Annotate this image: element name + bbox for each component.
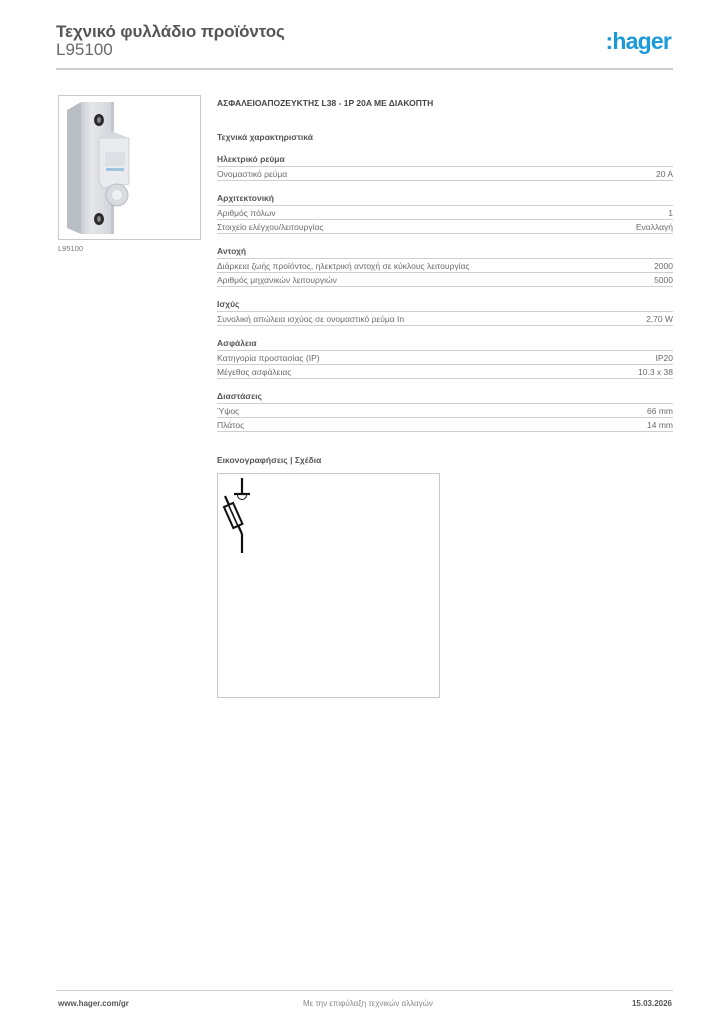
spec-group-power [217, 298, 673, 326]
spec-group-dimensions [217, 390, 673, 432]
spec-label: Πλάτος [217, 420, 245, 430]
footer-disclaimer: Με την επιφύλαξη τεχνικών αλλαγών [303, 999, 433, 1008]
spec-group-title: Ηλεκτρικό ρεύμα [217, 153, 673, 167]
spec-label: Αριθμός μηχανικών λειτουργιών [217, 275, 337, 285]
spec-group-endurance [217, 245, 673, 287]
product-image-caption: L95100 [58, 244, 84, 253]
footer-website: www.hager.com/gr [58, 999, 129, 1008]
illustrations-title: Εικονογραφήσεις | Σχέδια [217, 455, 322, 465]
spec-row [217, 404, 673, 418]
spec-row [217, 273, 673, 287]
illustration-frame [217, 473, 440, 698]
spec-value: 14 mm [647, 420, 673, 430]
fuse-holder-product-icon [59, 96, 200, 239]
spec-row [217, 167, 673, 181]
spec-value: 20 A [655, 169, 673, 179]
spec-group-safety [217, 337, 673, 379]
spec-row [217, 206, 673, 220]
product-image [58, 95, 201, 240]
spec-row [217, 312, 673, 326]
spec-group-title: Ασφάλεια [217, 337, 673, 351]
spec-group-electric-current [217, 153, 673, 181]
spec-row [217, 418, 673, 432]
spec-value: 2,70 W [646, 314, 673, 324]
spec-row [217, 220, 673, 234]
spec-label: Μέγεθος ασφάλειας [217, 367, 292, 377]
spec-group-architecture [217, 192, 673, 234]
header-divider [56, 68, 673, 70]
spec-label: Αριθμός πόλων [217, 208, 276, 218]
spec-value: 5000 [654, 275, 673, 285]
spec-value: 66 mm [647, 406, 673, 416]
spec-group-title: Αντοχή [217, 245, 673, 259]
product-code: L95100 [56, 40, 113, 59]
document-title: Τεχνικό φυλλάδιο προϊόντος [56, 22, 285, 41]
spec-value: 10.3 x 38 [638, 367, 673, 377]
spec-label: Συνολική απώλεια ισχύος σε ονομαστικό ρεύμα In [217, 314, 405, 324]
spec-label: Διάρκεια ζωής προϊόντος, ηλεκτρική αντοχή σε κύκλους λειτουργίας [217, 261, 470, 271]
spec-group-title: Διαστάσεις [217, 390, 673, 404]
spec-group-title: Ισχύς [217, 298, 673, 312]
footer-date: 15.03.2026 [631, 999, 672, 1008]
product-name: ΑΣΦΑΛΕΙΟΑΠΟΖΕΥΚΤΗΣ L38 - 1P 20A ΜΕ ΔΙΑΚΟΠΤΗ [217, 98, 434, 108]
spec-value: 2000 [654, 261, 673, 271]
spec-label: Ύψος [217, 406, 240, 416]
spec-content [217, 96, 673, 466]
spec-label: Στοιχείο ελέγχου/λειτουργίας [217, 222, 324, 232]
spec-row [217, 259, 673, 273]
spec-row [217, 365, 673, 379]
spec-label: Κατηγορία προστασίας (IP) [217, 353, 320, 363]
spec-value: Εναλλαγή [635, 222, 673, 232]
footer-divider [56, 990, 673, 991]
spec-row [217, 351, 673, 365]
fuse-disconnector-symbol-icon [218, 474, 278, 564]
page-header [56, 20, 673, 70]
spec-value: 1 [668, 208, 673, 218]
specs-section-title: Τεχνικά χαρακτηριστικά [217, 132, 313, 142]
spec-label: Ονομαστικό ρεύμα [217, 169, 288, 179]
hager-logo: :hager [605, 28, 671, 54]
spec-value: IP20 [655, 353, 673, 363]
spec-group-title: Αρχιτεκτονική [217, 192, 673, 206]
